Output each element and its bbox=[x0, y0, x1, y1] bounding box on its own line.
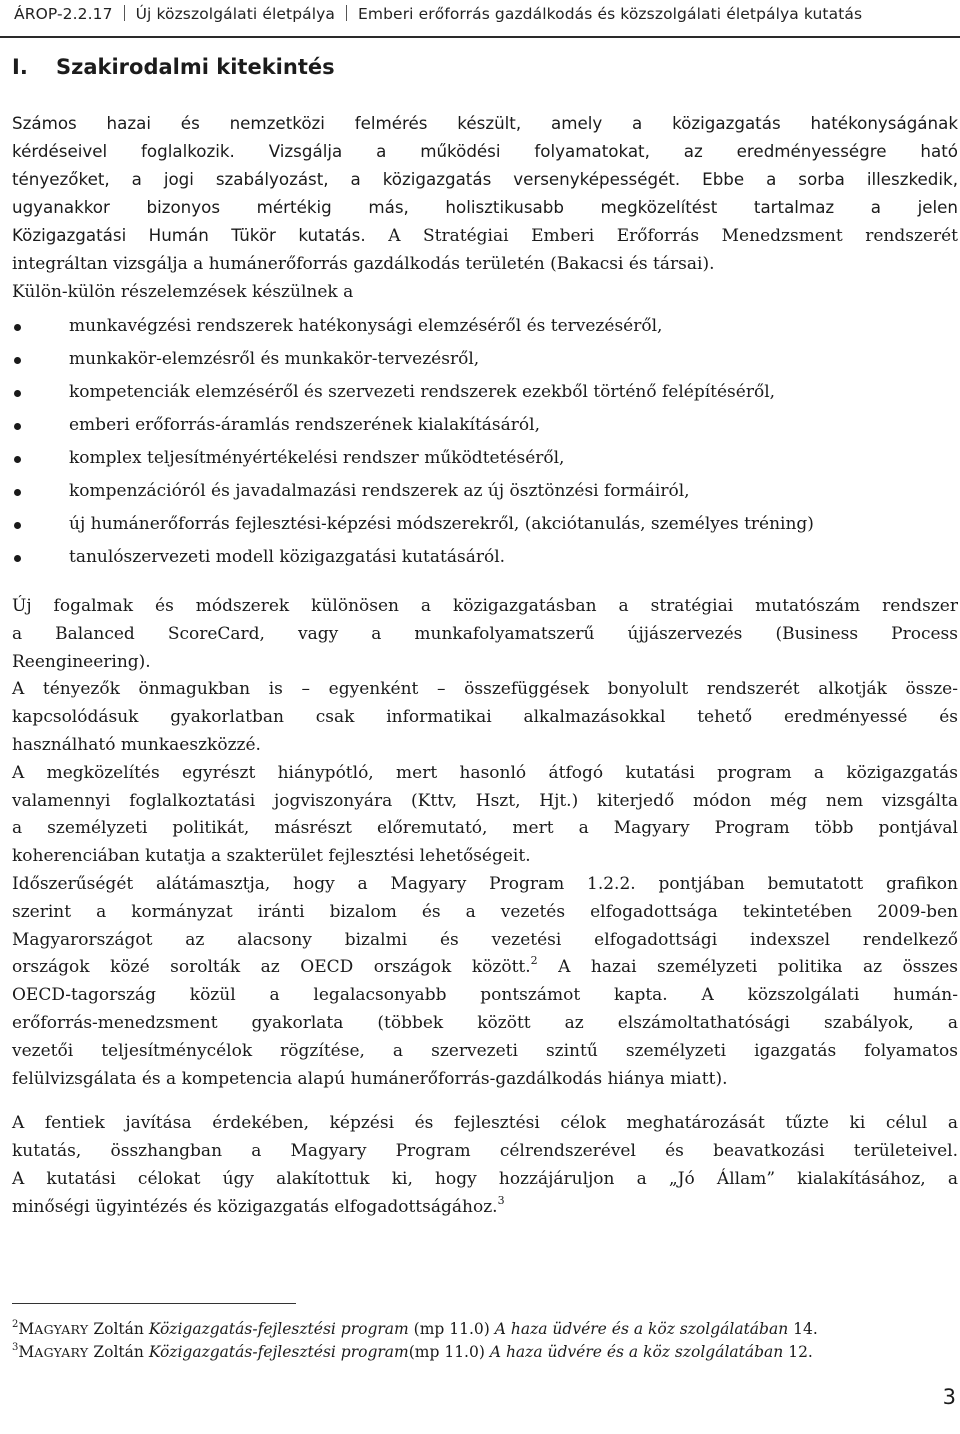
footnote-mid: (mp 11.0) bbox=[408, 1343, 490, 1361]
page-number: 3 bbox=[942, 1385, 956, 1409]
bullet-icon bbox=[14, 456, 21, 463]
footnote bbox=[12, 1343, 813, 1361]
text-line: integráltan vizsgálja a humánerőforrás gazdálkodás területén (Bakacsi és társai). bbox=[12, 253, 715, 274]
list-item-text: kompetenciák elemzéséről és szervezeti rendszerek ezekből történő felépítéséről, bbox=[69, 382, 776, 402]
text-line: a Balanced ScoreCard, vagy a munkafolyamatszerű újjászervezés (Business Process bbox=[12, 623, 958, 644]
text-line: valamennyi foglalkoztatási jogviszonyára (Kttv, Hszt, Hjt.) kiterjedő módon még nem vizsgálta bbox=[12, 790, 958, 811]
text-span: Közigazgatási Humán Tükör kutatás. bbox=[12, 225, 366, 246]
list-item bbox=[12, 511, 958, 544]
bullet-icon bbox=[14, 390, 21, 397]
list-item-text: komplex teljesítményértékelési rendszer működtetéséről, bbox=[69, 448, 565, 468]
text-line: szerint a kormányzat iránti bizalom és a vezetés elfogadottsága tekintetében 2009-ben bbox=[12, 901, 958, 922]
section-heading bbox=[12, 55, 335, 79]
text-line: A megközelítés egyrészt hiánypótló, mert hasonló átfogó kutatási program a közigazgatás bbox=[12, 762, 958, 783]
text-line: Számos hazai és nemzetközi felmérés készült, amely a közigazgatás hatékonyságának bbox=[12, 113, 958, 133]
bullet-icon bbox=[14, 489, 21, 496]
footnote-title: Közigazgatás-fejlesztési program bbox=[148, 1320, 409, 1338]
footnote-author-rest: AGYARY bbox=[34, 1345, 89, 1360]
text-line: erőforrás-menedzsment gyakorlata (többek között az elszámoltathatósági szabályok, a bbox=[12, 1012, 958, 1033]
footnote bbox=[12, 1320, 818, 1338]
text-line bbox=[12, 166, 958, 195]
section-number: I. bbox=[12, 55, 28, 79]
text-line: Magyarországot az alacsony bizalmi és vezetési elfogadottsági indexszel rendelkező bbox=[12, 929, 958, 950]
footnote-author: M bbox=[18, 1320, 35, 1338]
header-project-code: ÁROP-2.2.17 bbox=[14, 5, 113, 23]
text-span: A Stratégiai Emberi Erőforrás Menedzsment rendszerét bbox=[365, 226, 958, 247]
header-program: Új közszolgálati életpálya bbox=[135, 5, 336, 23]
bullet-list bbox=[12, 313, 958, 577]
text-line: Új fogalmak és módszerek különösen a közigazgatásban a stratégiai mutatószám rendszer bbox=[12, 596, 958, 616]
footnote-number: 2 bbox=[12, 1319, 19, 1330]
text-line bbox=[12, 954, 958, 982]
text-line: kutatás, összhangban a Magyary Program célrendszerével és beavatkozási területeivel. bbox=[12, 1141, 958, 1162]
list-item bbox=[12, 445, 958, 478]
main-text bbox=[12, 593, 958, 1222]
text-line: kérdéseivel foglalkozik. Vizsgálja a működési folyamatokat, az eredményességre ható bbox=[12, 140, 958, 161]
list-item-text: tanulószervezeti modell közigazgatási kutatásáról. bbox=[69, 547, 506, 567]
text-line: ugyanakkor bizonyos mértékig más, holisztikusabb megközelítést tartalmaz a jelen bbox=[12, 197, 958, 218]
text-span: tényezőket, a jogi szabályozást, a közigazgatás versenyképességét. bbox=[12, 168, 681, 189]
bullet-icon bbox=[14, 423, 21, 430]
text-line: használható munkaeszközzé. bbox=[12, 734, 261, 755]
text-line: koherenciában kutatja a szakterület fejlesztési lehetőségeit. bbox=[12, 846, 531, 867]
list-item-text: kompenzációról és javadalmazási rendszerek az új ösztönzési formáiról, bbox=[69, 481, 690, 501]
text-line bbox=[12, 222, 958, 251]
text-line: Külön-külön részelemzések készülnek a bbox=[12, 281, 354, 302]
footnote-name: Zoltán bbox=[88, 1343, 149, 1361]
footnote-number: 3 bbox=[12, 1342, 19, 1353]
text-line: kapcsolódásuk gyakorlatban csak informatikai alkalmazásokkal tehető eredményessé és bbox=[12, 707, 958, 728]
text-span: országok közé sorolták az OECD országok között. bbox=[12, 957, 531, 978]
list-item bbox=[12, 478, 958, 511]
paragraph-gap bbox=[12, 1093, 958, 1110]
list-item bbox=[12, 379, 958, 412]
list-item-text: munkakör-elemzésről és munkakör-tervezésről, bbox=[69, 349, 480, 369]
list-item-text: munkavégzési rendszerek hatékonysági elemzéséről és tervezéséről, bbox=[69, 316, 663, 336]
footnote-page: 12. bbox=[783, 1343, 813, 1361]
footnote-name: Zoltán bbox=[88, 1320, 149, 1338]
bullet-list-container bbox=[12, 313, 958, 577]
bullet-icon bbox=[14, 522, 21, 529]
text-line: felülvizsgálata és a kompetencia alapú humánerőforrás-gazdálkodás hiánya miatt). bbox=[12, 1068, 728, 1089]
text-line: A tényezők önmagukban is – egyenként – összefüggések bonyolult rendszerét alkotják össze- bbox=[12, 679, 958, 700]
list-item-text: új humánerőforrás fejlesztési-képzési módszerekről, (akciótanulás, személyes tréning) bbox=[69, 514, 814, 534]
text-line: Reengineering). bbox=[12, 651, 151, 672]
footnote-section: A haza üdvére és a köz szolgálatában bbox=[494, 1320, 789, 1338]
intro-paragraph bbox=[12, 110, 958, 307]
header-separator bbox=[124, 5, 125, 21]
text-line bbox=[12, 1194, 958, 1222]
footnote-page: 14. bbox=[788, 1320, 818, 1338]
text-line: A kutatási célokat úgy alakítottuk ki, hogy hozzájáruljon a „Jó Állam” kialakításához, a bbox=[12, 1168, 958, 1189]
header-subtitle: Emberi erőforrás gazdálkodás és közszolgálati életpálya kutatás bbox=[358, 5, 863, 23]
bullet-icon bbox=[14, 357, 21, 364]
text-span: minőségi ügyintézés és közigazgatás elfogadottságához. bbox=[12, 1196, 498, 1217]
text-line: vezetői teljesítménycélok rögzítése, a szervezeti szintű személyzeti igazgatás folyamatos bbox=[12, 1040, 958, 1061]
text-line: a személyzeti politikát, másrészt előremutató, mert a Magyary Program több pontjával bbox=[12, 818, 958, 839]
list-item-text: emberi erőforrás-áramlás rendszerének kialakításáról, bbox=[69, 415, 540, 435]
text-line: A fentiek javítása érdekében, képzési és fejlesztési célok meghatározását tűzte ki célul a bbox=[12, 1113, 958, 1134]
section-title: Szakirodalmi kitekintés bbox=[56, 55, 335, 79]
footnote-rule bbox=[12, 1303, 296, 1304]
footnote-section: A haza üdvére és a köz szolgálatában bbox=[489, 1343, 784, 1361]
list-item bbox=[12, 412, 958, 445]
header-rule bbox=[0, 36, 960, 38]
bullet-icon bbox=[14, 324, 21, 331]
text-span: Ebbe a sorba illeszkedik, bbox=[680, 168, 958, 189]
footnote-ref: 2 bbox=[530, 954, 538, 968]
text-line: Időszerűségét alátámasztja, hogy a Magyary Program 1.2.2. pontjában bemutatott grafikon bbox=[12, 873, 958, 894]
footnote-ref: 3 bbox=[497, 1193, 505, 1207]
running-header bbox=[14, 5, 946, 23]
header-separator bbox=[346, 5, 347, 21]
list-item bbox=[12, 544, 958, 577]
footnote-author: M bbox=[18, 1343, 35, 1361]
list-item bbox=[12, 313, 958, 346]
footnote-mid: (mp 11.0) bbox=[408, 1320, 495, 1338]
footnote-title: Közigazgatás-fejlesztési program bbox=[148, 1343, 409, 1361]
list-item bbox=[12, 346, 958, 379]
bullet-icon bbox=[14, 555, 21, 562]
text-span: A hazai személyzeti politika az összes bbox=[537, 957, 958, 978]
text-line: OECD-tagország közül a legalacsonyabb pontszámot kapta. A közszolgálati humán- bbox=[12, 985, 958, 1006]
footnote-author-rest: AGYARY bbox=[34, 1322, 89, 1337]
